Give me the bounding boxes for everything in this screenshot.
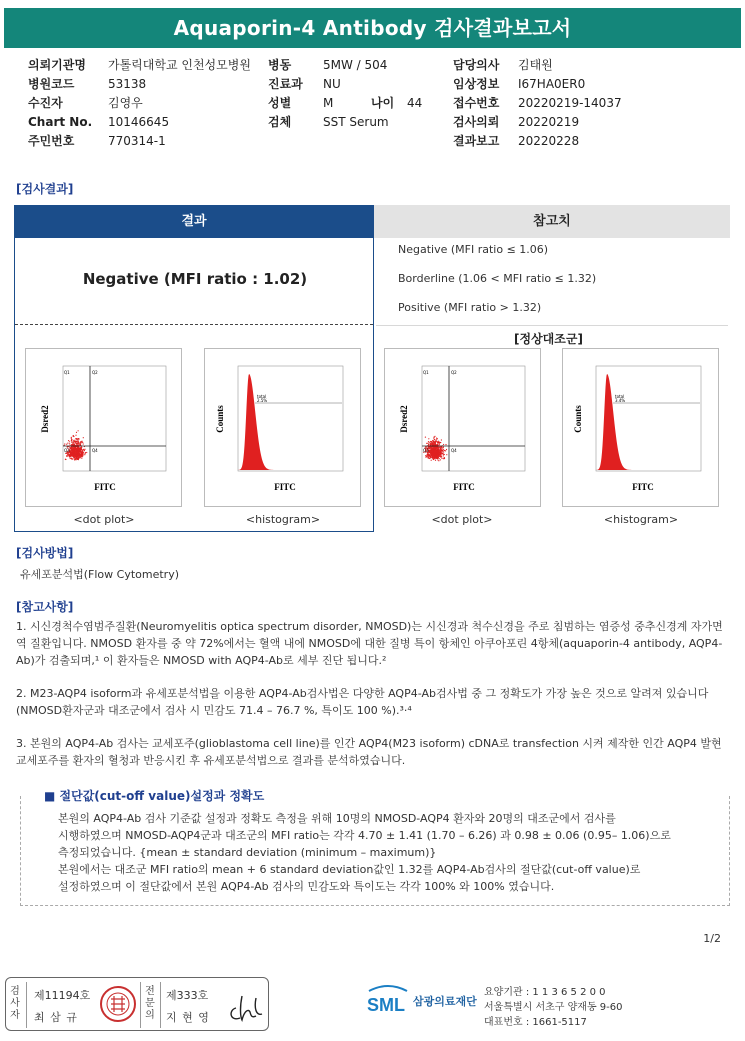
info-label: 병동 bbox=[268, 58, 292, 72]
event-dot bbox=[425, 437, 426, 438]
event-dot bbox=[435, 452, 436, 453]
event-dot bbox=[71, 442, 72, 443]
event-dot bbox=[77, 448, 78, 449]
event-dot bbox=[80, 450, 81, 451]
event-dot bbox=[69, 443, 70, 444]
info-value: 가톨릭대학교 인천성모병원 bbox=[108, 58, 251, 72]
control-dot-plot bbox=[384, 348, 541, 507]
inspector-license: 제11194호 bbox=[34, 989, 91, 1002]
event-dot bbox=[68, 440, 69, 441]
event-dot bbox=[443, 447, 444, 448]
histogram-curve bbox=[596, 374, 643, 470]
event-dot bbox=[78, 446, 79, 447]
event-dot bbox=[437, 458, 438, 459]
event-dot bbox=[436, 439, 437, 440]
event-dot bbox=[83, 443, 84, 444]
info-label: 수진자 bbox=[28, 96, 63, 110]
event-dot bbox=[78, 441, 79, 442]
info-label: 검체 bbox=[268, 115, 292, 129]
age-value: 44 bbox=[407, 96, 423, 110]
event-dot bbox=[430, 457, 431, 458]
specialist-vertical-label: 전문의 bbox=[145, 986, 155, 1021]
event-dot bbox=[69, 457, 70, 458]
event-dot bbox=[78, 454, 79, 455]
info-value: 770314-1 bbox=[108, 134, 166, 148]
event-dot bbox=[75, 453, 76, 454]
event-dot bbox=[76, 444, 77, 445]
event-dot bbox=[77, 450, 78, 451]
info-label: 병원코드 bbox=[28, 77, 75, 91]
event-dot bbox=[78, 448, 79, 449]
section-notes-label: [참고사항] bbox=[16, 600, 74, 614]
event-dot bbox=[443, 458, 444, 459]
event-dot bbox=[440, 456, 441, 457]
normal-control-label: [정상대조군] bbox=[514, 332, 583, 346]
reference-negative: Negative (MFI ratio ≤ 1.06) bbox=[398, 243, 549, 256]
event-dot bbox=[428, 444, 429, 445]
dot-plot-svg bbox=[385, 349, 540, 506]
event-dot bbox=[446, 449, 447, 450]
event-dot bbox=[431, 448, 432, 449]
y-axis-label: Dsred2 bbox=[40, 405, 50, 433]
event-dot bbox=[433, 453, 434, 454]
info-value: 20220219-14037 bbox=[518, 96, 622, 110]
x-axis-label: FITC bbox=[274, 482, 296, 492]
quad-label: Q3 bbox=[64, 448, 70, 453]
cutoff-text bbox=[58, 810, 718, 895]
x-axis-label: FITC bbox=[453, 482, 475, 492]
lab-address bbox=[484, 985, 623, 1030]
event-dot bbox=[70, 455, 71, 456]
event-dot bbox=[436, 453, 437, 454]
event-dot bbox=[435, 446, 436, 447]
event-dot bbox=[81, 455, 82, 456]
info-value: NU bbox=[323, 77, 341, 91]
info-value: 김영우 bbox=[108, 96, 143, 110]
event-dot bbox=[72, 448, 73, 449]
event-dot bbox=[431, 449, 432, 450]
event-dot bbox=[429, 458, 430, 459]
report-title: Aquaporin-4 Antibody 검사결과보고서 bbox=[4, 8, 741, 48]
event-dot bbox=[75, 449, 76, 450]
info-label: 결과보고 bbox=[453, 134, 500, 148]
event-dot bbox=[86, 452, 87, 453]
event-dot bbox=[438, 449, 439, 450]
cutoff-title: ■ 절단값(cut-off value)설정과 정확도 bbox=[38, 787, 270, 804]
event-dot bbox=[73, 455, 74, 456]
event-dot bbox=[65, 459, 66, 460]
x-axis-label: FITC bbox=[632, 482, 654, 492]
event-dot bbox=[429, 455, 430, 456]
event-dot bbox=[429, 448, 430, 449]
event-dot bbox=[433, 449, 434, 450]
event-dot bbox=[84, 454, 85, 455]
event-dot bbox=[71, 458, 72, 459]
event-dot bbox=[430, 450, 431, 451]
divider bbox=[15, 324, 373, 325]
event-dot bbox=[78, 453, 79, 454]
cutoff-line: 측정되었습니다. {mean ± standard deviation (minimum – maximum)} bbox=[58, 846, 437, 859]
histogram-caption: <histogram> bbox=[245, 513, 321, 526]
inspector-name: 최 삼 규 bbox=[34, 1011, 78, 1024]
event-dot bbox=[432, 444, 433, 445]
event-dot bbox=[437, 455, 438, 456]
section-method-label: [검사방법] bbox=[16, 546, 74, 560]
signature-block bbox=[5, 977, 269, 1031]
cutoff-line: 시행하였으며 NMOSD-AQP4군과 대조군의 MFI ratio는 각각 4.70 ± 1.41 (1.70 – 6.26) 과 0.98 ± 0.06 (0.95– 1.06)으로 bbox=[58, 829, 671, 842]
lab-line: 요양기관 : 1 1 3 6 5 2 0 0 bbox=[484, 987, 606, 998]
page-number: 1/2 bbox=[703, 932, 721, 945]
info-label: 주민번호 bbox=[28, 134, 75, 148]
event-dot bbox=[426, 443, 427, 444]
event-dot bbox=[437, 447, 438, 448]
quad-label: Q1 bbox=[423, 370, 429, 375]
event-dot bbox=[81, 441, 82, 442]
event-dot bbox=[71, 440, 72, 441]
event-dot bbox=[440, 459, 441, 460]
event-dot bbox=[75, 435, 76, 436]
reference-borderline: Borderline (1.06 < MFI ratio ≤ 1.32) bbox=[398, 272, 597, 285]
specialist-name: 지 현 영 bbox=[166, 1011, 210, 1024]
event-dot bbox=[427, 443, 428, 444]
result-header: 결과 bbox=[14, 205, 374, 238]
event-dot bbox=[435, 458, 436, 459]
event-dot bbox=[437, 459, 438, 460]
quad-label: Q3 bbox=[423, 448, 429, 453]
event-dot bbox=[71, 437, 72, 438]
event-dot bbox=[432, 456, 433, 457]
event-dot bbox=[76, 453, 77, 454]
event-dot bbox=[443, 444, 444, 445]
event-dot bbox=[439, 458, 440, 459]
event-dot bbox=[71, 450, 72, 451]
event-dot bbox=[83, 452, 84, 453]
event-dot bbox=[429, 451, 430, 452]
event-dot bbox=[83, 449, 84, 450]
event-dot bbox=[433, 450, 434, 451]
info-label: 검사의뢰 bbox=[453, 115, 500, 129]
lab-logo bbox=[365, 983, 477, 1019]
info-label: 성별 bbox=[268, 96, 292, 110]
histogram-svg bbox=[563, 349, 718, 506]
event-dot bbox=[442, 448, 443, 449]
event-dot bbox=[71, 439, 72, 440]
event-dot bbox=[73, 440, 74, 441]
sml-logo-icon bbox=[365, 983, 411, 1015]
event-dot bbox=[440, 450, 441, 451]
signature-icon bbox=[226, 988, 266, 1024]
event-dot bbox=[442, 450, 443, 451]
event-dot bbox=[76, 432, 77, 433]
event-dot bbox=[428, 441, 429, 442]
lab-line: 대표번호 : 1661-5117 bbox=[484, 1017, 587, 1028]
event-dot bbox=[66, 453, 67, 454]
event-dot bbox=[443, 455, 444, 456]
patient-histogram bbox=[204, 348, 361, 507]
event-dot bbox=[439, 443, 440, 444]
event-dot bbox=[428, 455, 429, 456]
histogram-svg bbox=[205, 349, 360, 506]
event-dot bbox=[444, 450, 445, 451]
event-dot bbox=[427, 456, 428, 457]
event-dot bbox=[78, 444, 79, 445]
event-dot bbox=[435, 441, 436, 442]
event-dot bbox=[434, 437, 435, 438]
quad-label: Q4 bbox=[92, 448, 98, 453]
event-dot bbox=[74, 457, 75, 458]
event-dot bbox=[442, 453, 443, 454]
event-dot bbox=[77, 451, 78, 452]
event-dot bbox=[425, 455, 426, 456]
event-dot bbox=[431, 453, 432, 454]
x-axis-label: FITC bbox=[94, 482, 116, 492]
event-dot bbox=[435, 449, 436, 450]
event-dot bbox=[433, 459, 434, 460]
info-value: 20220228 bbox=[518, 134, 580, 148]
info-label: 의뢰기관명 bbox=[28, 58, 86, 72]
info-label: 진료과 bbox=[268, 77, 303, 91]
event-dot bbox=[73, 451, 74, 452]
event-dot bbox=[432, 454, 433, 455]
info-value: I67HA0ER0 bbox=[518, 77, 586, 91]
event-dot bbox=[82, 452, 83, 453]
note-paragraph: 1. 시신경척수염범주질환(Neuromyelitis optica spectrum disorder, NMOSD)는 시신경과 척수신경을 주로 침범하는 염증성 중추신경계 자가면역 질환입니다. NMOSD 환자를 중 약 72%에서는 혈액 내에 NMOSD에 대한 질병 특이 항체인 아쿠아포린 4항체(aquaporin-4 antibody, AQP4-Ab)가 검출되며,¹ 이 환자들은 NMOSD with AQP4-Ab로 세부 진단 됩니다.² bbox=[16, 620, 723, 667]
event-dot bbox=[79, 451, 80, 452]
section-result-label: [검사결과] bbox=[16, 182, 74, 196]
event-dot bbox=[434, 452, 435, 453]
lab-logo-text: SML bbox=[367, 995, 405, 1015]
event-dot bbox=[75, 459, 76, 460]
event-dot bbox=[80, 455, 81, 456]
info-column-2 bbox=[268, 56, 422, 132]
event-dot bbox=[430, 444, 431, 445]
event-dot bbox=[431, 451, 432, 452]
event-dot bbox=[435, 444, 436, 445]
event-dot bbox=[79, 438, 80, 439]
event-dot bbox=[443, 454, 444, 455]
cutoff-line: 본원의 AQP4-Ab 검사 기준값 설정과 정확도 측정을 위해 10명의 NMOSD-AQP4 환자와 20명의 대조군에서 검사를 bbox=[58, 812, 616, 825]
event-dot bbox=[428, 438, 429, 439]
event-dot bbox=[79, 444, 80, 445]
event-dot bbox=[70, 453, 71, 454]
age-label: 나이 bbox=[371, 96, 395, 110]
event-dot bbox=[74, 452, 75, 453]
event-dot bbox=[428, 456, 429, 457]
event-dot bbox=[69, 441, 70, 442]
event-dot bbox=[437, 442, 438, 443]
event-dot bbox=[435, 460, 436, 461]
event-dot bbox=[80, 442, 81, 443]
info-value: 20220219 bbox=[518, 115, 580, 129]
event-dot bbox=[433, 442, 434, 443]
event-dot bbox=[64, 443, 65, 444]
event-dot bbox=[81, 451, 82, 452]
event-dot bbox=[431, 443, 432, 444]
event-dot bbox=[76, 450, 77, 451]
event-dot bbox=[74, 444, 75, 445]
event-dot bbox=[434, 456, 435, 457]
event-dot bbox=[435, 455, 436, 456]
event-dot bbox=[434, 441, 435, 442]
event-dot bbox=[441, 458, 442, 459]
dot-plot-caption: <dot plot> bbox=[73, 513, 135, 526]
info-label: Chart No. bbox=[28, 115, 93, 129]
info-column-1 bbox=[28, 56, 251, 151]
event-dot bbox=[76, 441, 77, 442]
info-value: 53138 bbox=[108, 77, 147, 91]
reference-header: 참고치 bbox=[374, 205, 730, 238]
divider bbox=[376, 325, 728, 326]
event-dot bbox=[440, 442, 441, 443]
reference-list bbox=[398, 238, 596, 325]
dot-plot-svg bbox=[26, 349, 181, 506]
dot-plot-caption: <dot plot> bbox=[431, 513, 493, 526]
event-dot bbox=[75, 438, 76, 439]
info-value: 5MW / 504 bbox=[323, 58, 388, 72]
info-label: 접수번호 bbox=[453, 96, 500, 110]
event-dot bbox=[442, 451, 443, 452]
event-dot bbox=[431, 460, 432, 461]
event-dot bbox=[81, 458, 82, 459]
patient-dot-plot bbox=[25, 348, 182, 507]
event-dot bbox=[439, 453, 440, 454]
event-dot bbox=[438, 451, 439, 452]
event-dot bbox=[77, 438, 78, 439]
event-dot bbox=[439, 442, 440, 443]
event-dot bbox=[437, 444, 438, 445]
event-dot bbox=[437, 456, 438, 457]
event-dot bbox=[71, 452, 72, 453]
event-dot bbox=[82, 454, 83, 455]
event-dot bbox=[446, 454, 447, 455]
specialist-license: 제333호 bbox=[166, 989, 209, 1002]
event-dot bbox=[74, 440, 75, 441]
y-axis-label: Counts bbox=[573, 405, 583, 433]
lab-line: 서울특별시 서초구 양재동 9-60 bbox=[484, 1002, 623, 1013]
quad-label: Q4 bbox=[451, 448, 457, 453]
inspector-vertical-label: 검사자 bbox=[10, 986, 20, 1021]
info-column-3 bbox=[453, 56, 622, 151]
quad-label: Q2 bbox=[92, 370, 98, 375]
notes-block bbox=[16, 618, 732, 785]
note-paragraph: 2. M23-AQP4 isoform과 유세포분석법을 이용한 AQP4-Ab검사법은 다양한 AQP4-Ab검사법 중 그 정확도가 가장 높은 것으로 알려져 있습니다(NMOSD환자군과 대조군에서 검사 시 민감도 71.4 – 76.7 %, 특이도 100 %).³·⁴ bbox=[16, 687, 709, 717]
event-dot bbox=[430, 456, 431, 457]
event-dot bbox=[77, 456, 78, 457]
event-dot bbox=[78, 450, 79, 451]
event-dot bbox=[432, 450, 433, 451]
event-dot bbox=[68, 453, 69, 454]
info-label: 임상정보 bbox=[453, 77, 500, 91]
gate-value: 3.4% bbox=[615, 398, 626, 403]
result-value: Negative (MFI ratio : 1.02) bbox=[82, 270, 308, 288]
lab-org-name: 삼광의료재단 bbox=[413, 995, 477, 1008]
event-dot bbox=[73, 435, 74, 436]
event-dot bbox=[83, 437, 84, 438]
quad-label: Q1 bbox=[64, 370, 70, 375]
event-dot bbox=[445, 444, 446, 445]
event-dot bbox=[441, 439, 442, 440]
event-dot bbox=[73, 449, 74, 450]
event-dot bbox=[437, 452, 438, 453]
event-dot bbox=[71, 456, 72, 457]
event-dot bbox=[85, 452, 86, 453]
event-dot bbox=[67, 443, 68, 444]
gate-value: 2.5% bbox=[257, 398, 268, 403]
info-value: M bbox=[323, 96, 334, 110]
event-dot bbox=[77, 459, 78, 460]
event-dot bbox=[66, 444, 67, 445]
quad-label: Q2 bbox=[451, 370, 457, 375]
event-dot bbox=[444, 457, 445, 458]
event-dot bbox=[72, 449, 73, 450]
dot-cloud bbox=[64, 430, 88, 460]
event-dot bbox=[72, 454, 73, 455]
info-value: 10146645 bbox=[108, 115, 170, 129]
event-dot bbox=[439, 456, 440, 457]
event-dot bbox=[82, 442, 83, 443]
y-axis-label: Counts bbox=[215, 405, 225, 433]
event-dot bbox=[433, 447, 434, 448]
event-dot bbox=[440, 449, 441, 450]
control-histogram bbox=[562, 348, 719, 507]
event-dot bbox=[66, 455, 67, 456]
event-dot bbox=[77, 439, 78, 440]
event-dot bbox=[70, 458, 71, 459]
gate-label: total bbox=[257, 394, 267, 399]
event-dot bbox=[82, 450, 83, 451]
gate-label: total bbox=[615, 394, 625, 399]
histogram-curve bbox=[238, 374, 285, 470]
cutoff-line: 설정하였으며 이 절단값에서 본원 AQP4-Ab 검사의 민감도와 특이도는 각각 100% 와 100% 였습니다. bbox=[58, 880, 555, 893]
y-axis-label: Dsred2 bbox=[399, 405, 409, 433]
event-dot bbox=[80, 449, 81, 450]
event-dot bbox=[443, 449, 444, 450]
event-dot bbox=[434, 454, 435, 455]
cutoff-line: 본원에서는 대조군 MFI ratio의 mean + 6 standard deviation값인 1.32를 AQP4-Ab검사의 절단값(cut-off value)로 bbox=[58, 863, 641, 876]
info-value: 김태원 bbox=[518, 58, 553, 72]
event-dot bbox=[75, 455, 76, 456]
event-dot bbox=[440, 453, 441, 454]
reference-positive: Positive (MFI ratio > 1.32) bbox=[398, 301, 542, 314]
event-dot bbox=[79, 457, 80, 458]
method-text: 유세포분석법(Flow Cytometry) bbox=[20, 568, 180, 581]
info-value: SST Serum bbox=[323, 115, 389, 129]
event-dot bbox=[430, 441, 431, 442]
info-label: 담당의사 bbox=[453, 58, 500, 72]
event-dot bbox=[434, 439, 435, 440]
event-dot bbox=[74, 450, 75, 451]
event-dot bbox=[427, 457, 428, 458]
event-dot bbox=[432, 452, 433, 453]
event-dot bbox=[433, 438, 434, 439]
event-dot bbox=[80, 447, 81, 448]
histogram-caption: <histogram> bbox=[603, 513, 679, 526]
event-dot bbox=[438, 460, 439, 461]
inspector-seal-icon bbox=[98, 984, 138, 1024]
event-dot bbox=[84, 449, 85, 450]
event-dot bbox=[74, 459, 75, 460]
note-paragraph: 3. 본원의 AQP4-Ab 검사는 교세포주(glioblastoma cell line)를 인간 AQP4(M23 isoform) cDNA로 transfection 시켜 제작한 인간 AQP4 발현 교세포주를 환자의 혈청과 반응시킨 후 유세포분석법으로 결과를 분석하였습니다. bbox=[16, 737, 722, 767]
event-dot bbox=[76, 449, 77, 450]
event-dot bbox=[78, 430, 79, 431]
event-dot bbox=[71, 448, 72, 449]
event-dot bbox=[72, 459, 73, 460]
event-dot bbox=[437, 438, 438, 439]
